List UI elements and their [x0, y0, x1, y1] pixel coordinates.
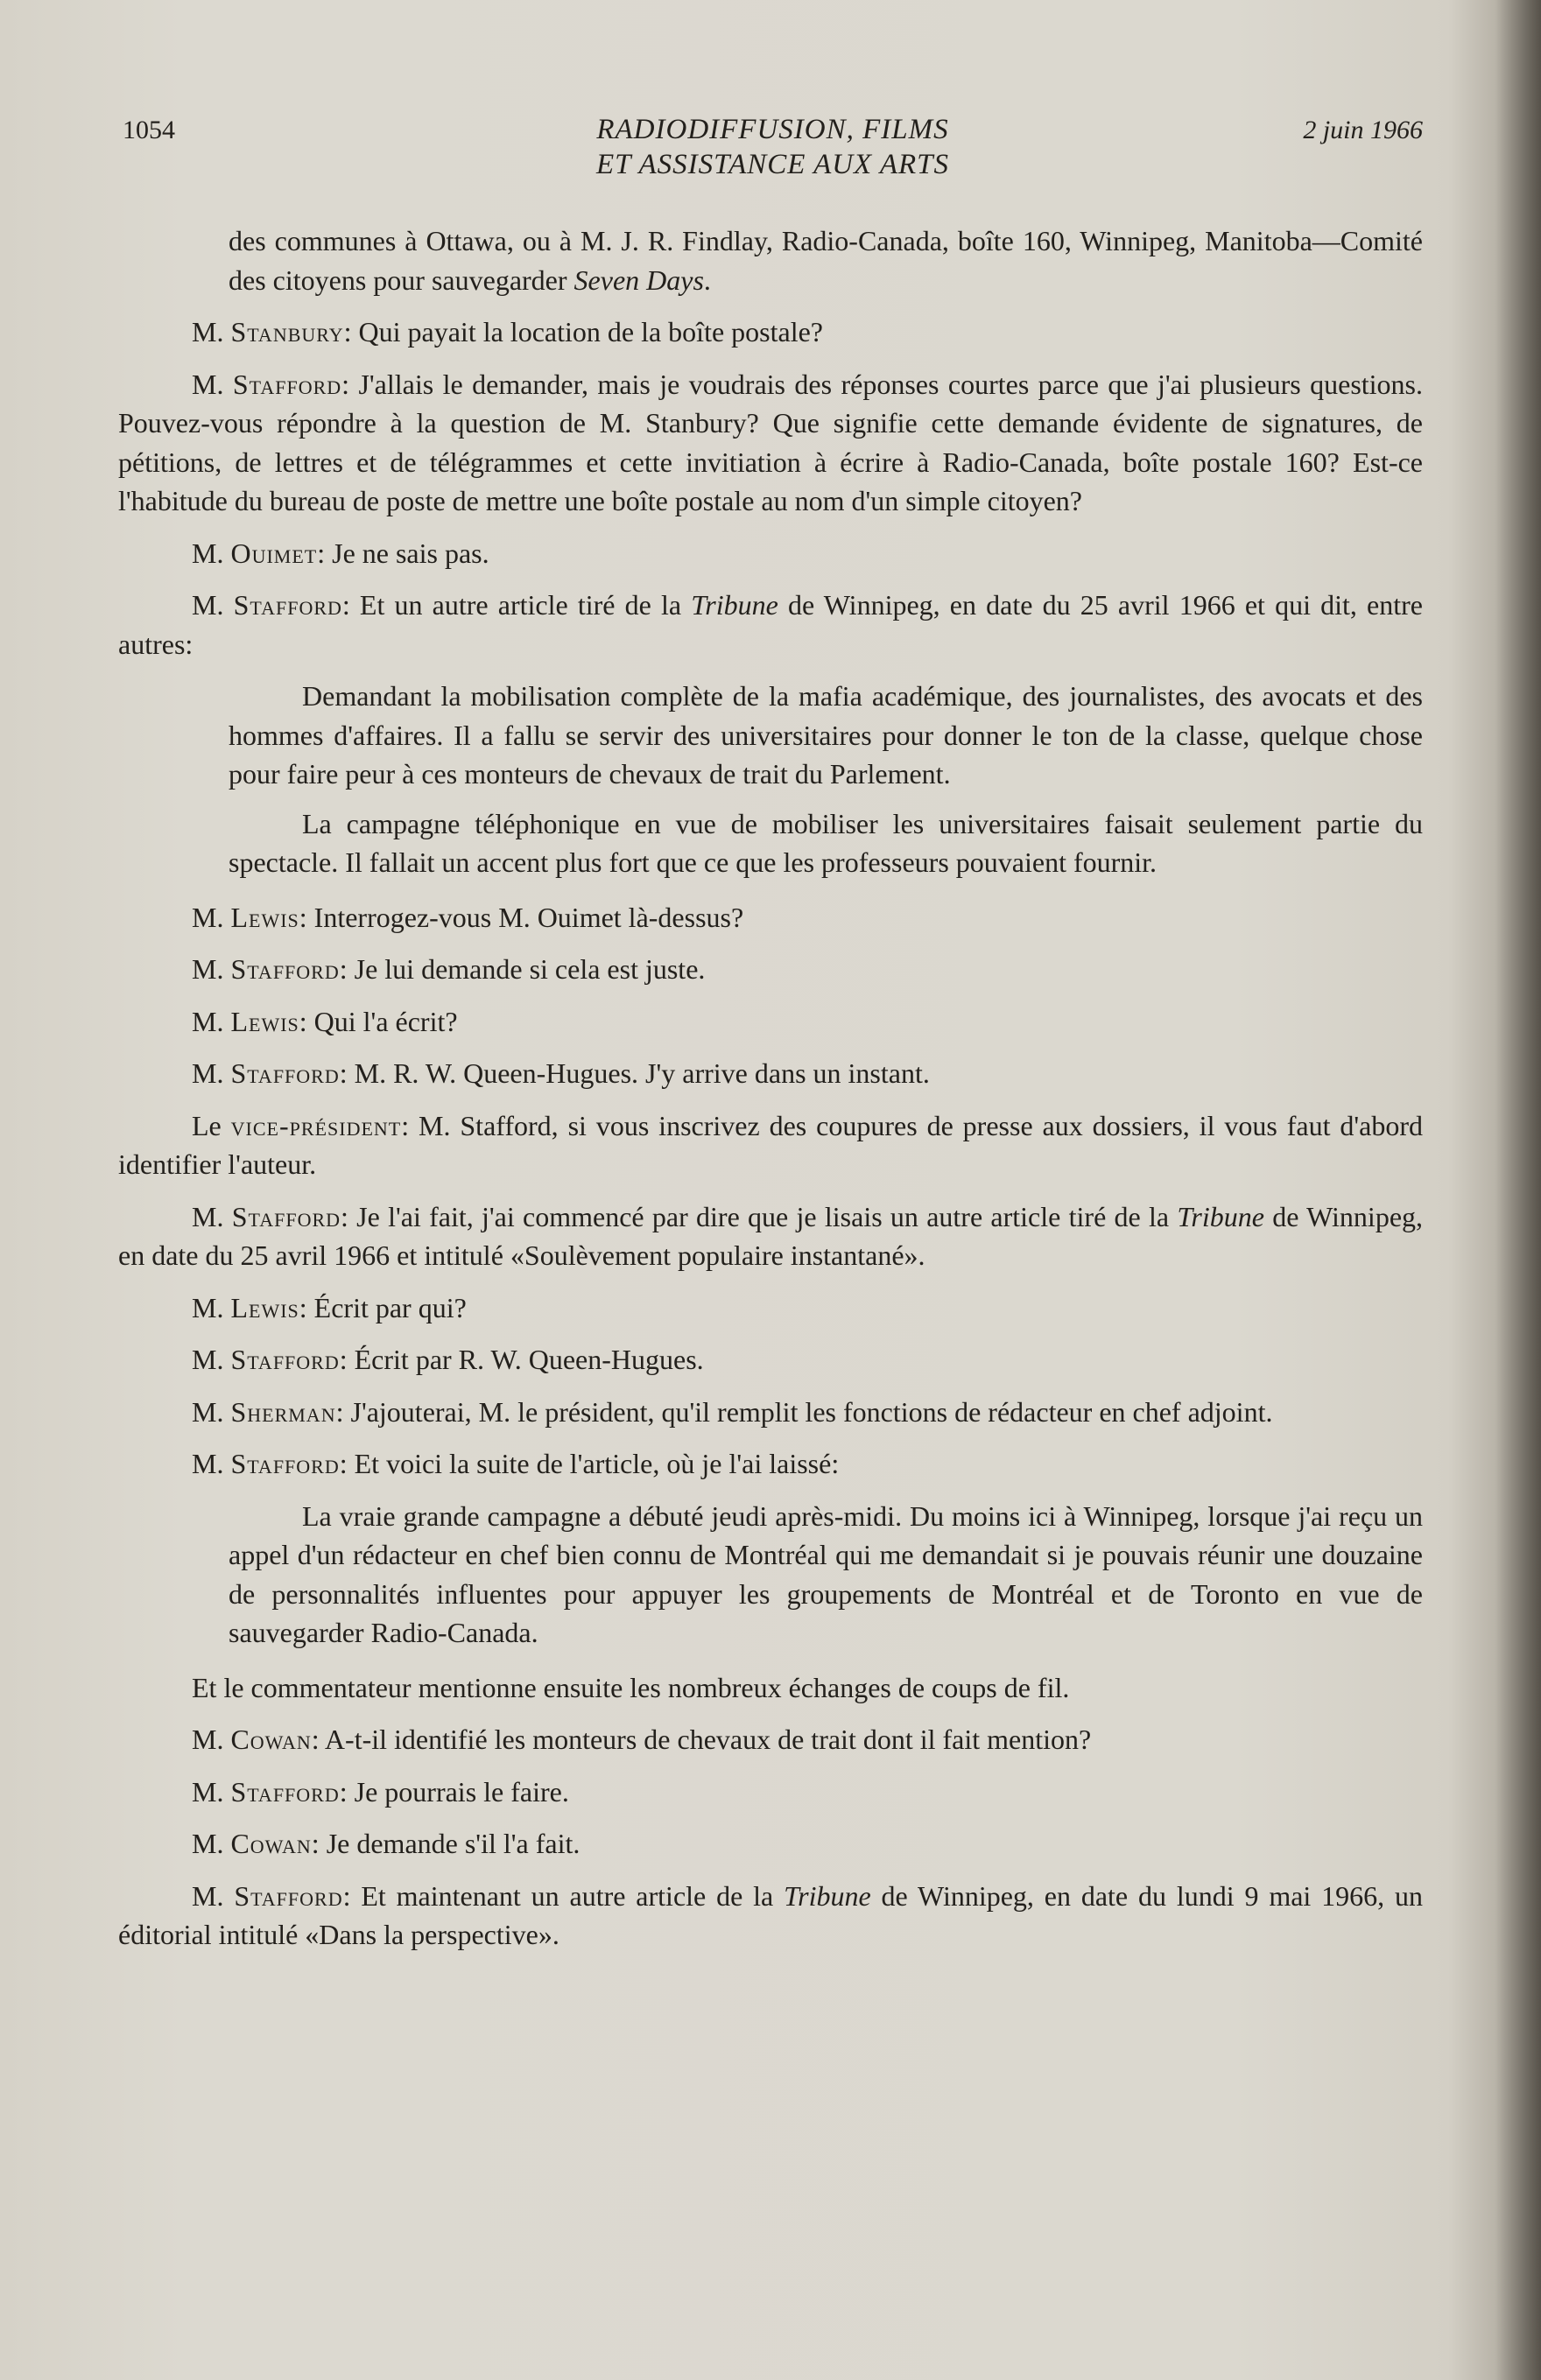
speech-text: : J'ajouterai, M. le président, qu'il remplit les fonctions de rédacteur en chef adjoint. [335, 1395, 1273, 1428]
speech-stafford [118, 1197, 1423, 1275]
speaker-name: Lewis [230, 1005, 299, 1037]
speech-stafford [118, 1340, 1423, 1380]
speech-text: : Je l'ai fait, j'ai commencé par dire que je lisais un autre article tiré de la [341, 1200, 1178, 1232]
block-quote [118, 677, 1423, 794]
speaker-name: Stafford [230, 953, 340, 985]
continued-paragraph [118, 221, 1423, 299]
speech-text: : Interrogez-vous M. Ouimet là-dessus? [299, 901, 744, 933]
speaker-name: vice-président [230, 1109, 402, 1141]
speaker-name: Stafford [231, 1200, 341, 1232]
speech-text: : Je ne sais pas. [317, 537, 489, 569]
speech-text: de Winnipeg, en date du 25 avril 1966 et intitulé «Soulèvement populaire instantané». [118, 1200, 1424, 1271]
speech-stafford [118, 586, 1423, 663]
speaker-prefix: Le [192, 1109, 231, 1141]
speech-vice-president [118, 1106, 1423, 1184]
speaker-name: Lewis [230, 901, 299, 933]
speech-stafford [118, 365, 1423, 521]
speech-text: : A-t-il identifié les monteurs de chevaux de trait dont il fait mention? [311, 1724, 1092, 1755]
speaker-name: Stafford [234, 1879, 343, 1912]
speaker-name: Lewis [230, 1291, 299, 1323]
speech-stafford [118, 1054, 1423, 1093]
speech-lewis [118, 1002, 1423, 1042]
speech-text: : M. Stafford, si vous inscrivez des coupures de presse aux dossiers, il vous faut d'abord identifier l'auteur. [118, 1109, 1424, 1180]
speaker-name: Stafford [232, 368, 342, 400]
speech-cowan [118, 1720, 1423, 1759]
narration-paragraph [118, 1668, 1423, 1708]
speaker-name: Stafford [233, 589, 342, 621]
speech-text: : Je pourrais le faire. [339, 1775, 569, 1808]
speaker-prefix: M. [192, 537, 231, 569]
quote-text: La campagne téléphonique en vue de mobiliser les universitaires faisait seulement partie du spectacle. Il fallait un accent plus fort que ce que les professeurs pouvaient fournir. [229, 807, 1423, 878]
italic-title: Seven Days [573, 263, 704, 296]
speaker-name: Stafford [230, 1344, 340, 1375]
speaker-name: Cowan [230, 1724, 312, 1755]
speech-text: : Écrit par R. W. Queen-Hugues. [339, 1344, 704, 1375]
speech-stafford [118, 1773, 1423, 1812]
speaker-prefix: M. [192, 1828, 231, 1859]
speaker-prefix: M. [192, 316, 231, 348]
speech-text: : Je lui demande si cela est juste. [339, 953, 706, 985]
book-spine-shadow [1495, 0, 1541, 2380]
quote-text: Demandant la mobilisation complète de la mafia académique, des journalistes, des avocats et des hommes d'affaires. Il a fallu se servir des universitaires pour donner le ton de la classe, quelque chose pour faire peur à ces monteurs de chevaux de trait du Parlement. [229, 680, 1423, 790]
running-header [123, 112, 1423, 191]
speech-lewis [118, 1288, 1423, 1328]
paragraph-text: . [703, 263, 711, 296]
speech-ouimet [118, 534, 1423, 573]
speech-text: : Qui l'a écrit? [299, 1005, 458, 1037]
speaker-name: Stanbury [230, 316, 344, 348]
speaker-name: Sherman [230, 1395, 336, 1428]
speech-text: : Et maintenant un autre article de la [342, 1879, 785, 1912]
speaker-prefix: M. [192, 1344, 231, 1375]
speech-stafford [118, 950, 1423, 989]
speaker-prefix: M. [192, 1395, 231, 1428]
speaker-name: Ouimet [230, 537, 318, 569]
speech-cowan [118, 1824, 1423, 1864]
transcript-body [118, 221, 1423, 1968]
speech-stafford [118, 1444, 1423, 1484]
speech-sherman [118, 1393, 1423, 1432]
speech-stafford [118, 1877, 1423, 1955]
header-date: 2 juin 1966 [1303, 116, 1423, 144]
paragraph-text: des communes à Ottawa, ou à M. J. R. Findlay, Radio-Canada, boîte 160, Winnipeg, Manitoba—Comité des citoyens pour sauvegarder [229, 225, 1423, 296]
speaker-prefix: M. [192, 1200, 232, 1232]
speech-lewis [118, 898, 1423, 937]
speaker-prefix: M. [192, 1448, 231, 1479]
speech-text: : J'allais le demander, mais je voudrais des réponses courtes parce que j'ai plusieurs questions. Pouvez-vous répondre à la question de M. Stanbury? Que signifie cette demande évidente de signatures, de pétitions, de lettres et de télégrammes et cette invitiation à écrire à Radio-Canada, boîte postale 160? Est-ce l'habitude du bureau de poste de mettre une boîte postale au nom d'un simple citoyen? [118, 368, 1424, 516]
italic-title: Tribune [784, 1879, 871, 1912]
speaker-prefix: M. [192, 1724, 231, 1755]
speech-text: : Et un autre article tiré de la [341, 589, 692, 621]
speaker-name: Stafford [230, 1448, 340, 1479]
speaker-prefix: M. [192, 1775, 231, 1808]
speaker-prefix: M. [192, 901, 231, 933]
italic-title: Tribune [691, 589, 778, 621]
speaker-name: Cowan [230, 1828, 312, 1859]
block-quote [118, 804, 1423, 882]
speaker-prefix: M. [192, 953, 231, 985]
speaker-name: Stafford [230, 1057, 340, 1089]
block-quote [118, 1497, 1423, 1653]
italic-title: Tribune [1177, 1200, 1264, 1232]
header-title [123, 112, 1423, 182]
quote-text: La vraie grande campagne a débuté jeudi après-midi. Du moins ici à Winnipeg, lorsque j'ai reçu un appel d'un rédacteur en chef bien connu de Montréal qui me demandait si je pouvais réunir une douzaine de personnalités influentes pour appuyer les groupements de Montréal et de Toronto en vue de sauvegarder Radio-Canada. [229, 1499, 1423, 1648]
speech-text: : Qui payait la location de la boîte postale? [343, 316, 823, 348]
speech-text: : M. R. W. Queen-Hugues. J'y arrive dans un instant. [339, 1057, 930, 1089]
header-title-line-2: ET ASSISTANCE AUX ARTS [595, 149, 950, 180]
speaker-prefix: M. [192, 1057, 231, 1089]
speech-text: de Winnipeg, en date du 25 avril 1966 et qui dit, entre autres: [118, 589, 1424, 660]
header-title-line-1: RADIODIFFUSION, FILMS [596, 114, 949, 145]
paragraph-text: Et le commentateur mentionne ensuite les nombreux échanges de coups de fil. [192, 1671, 1070, 1703]
speaker-prefix: M. [192, 1879, 235, 1912]
speech-text: de Winnipeg, en date du lundi 9 mai 1966, un éditorial intitulé «Dans la perspective». [118, 1879, 1424, 1950]
speaker-prefix: M. [192, 589, 234, 621]
speech-text: : Écrit par qui? [299, 1291, 467, 1323]
speaker-prefix: M. [192, 1005, 231, 1037]
speaker-name: Stafford [230, 1775, 340, 1808]
speech-text: : Et voici la suite de l'article, où je l'ai laissé: [339, 1448, 840, 1479]
speech-stanbury [118, 312, 1423, 352]
speech-text: : Je demande s'il l'a fait. [311, 1828, 581, 1859]
speaker-prefix: M. [192, 1291, 231, 1323]
speaker-prefix: M. [192, 368, 233, 400]
page-number: 1054 [123, 116, 175, 144]
